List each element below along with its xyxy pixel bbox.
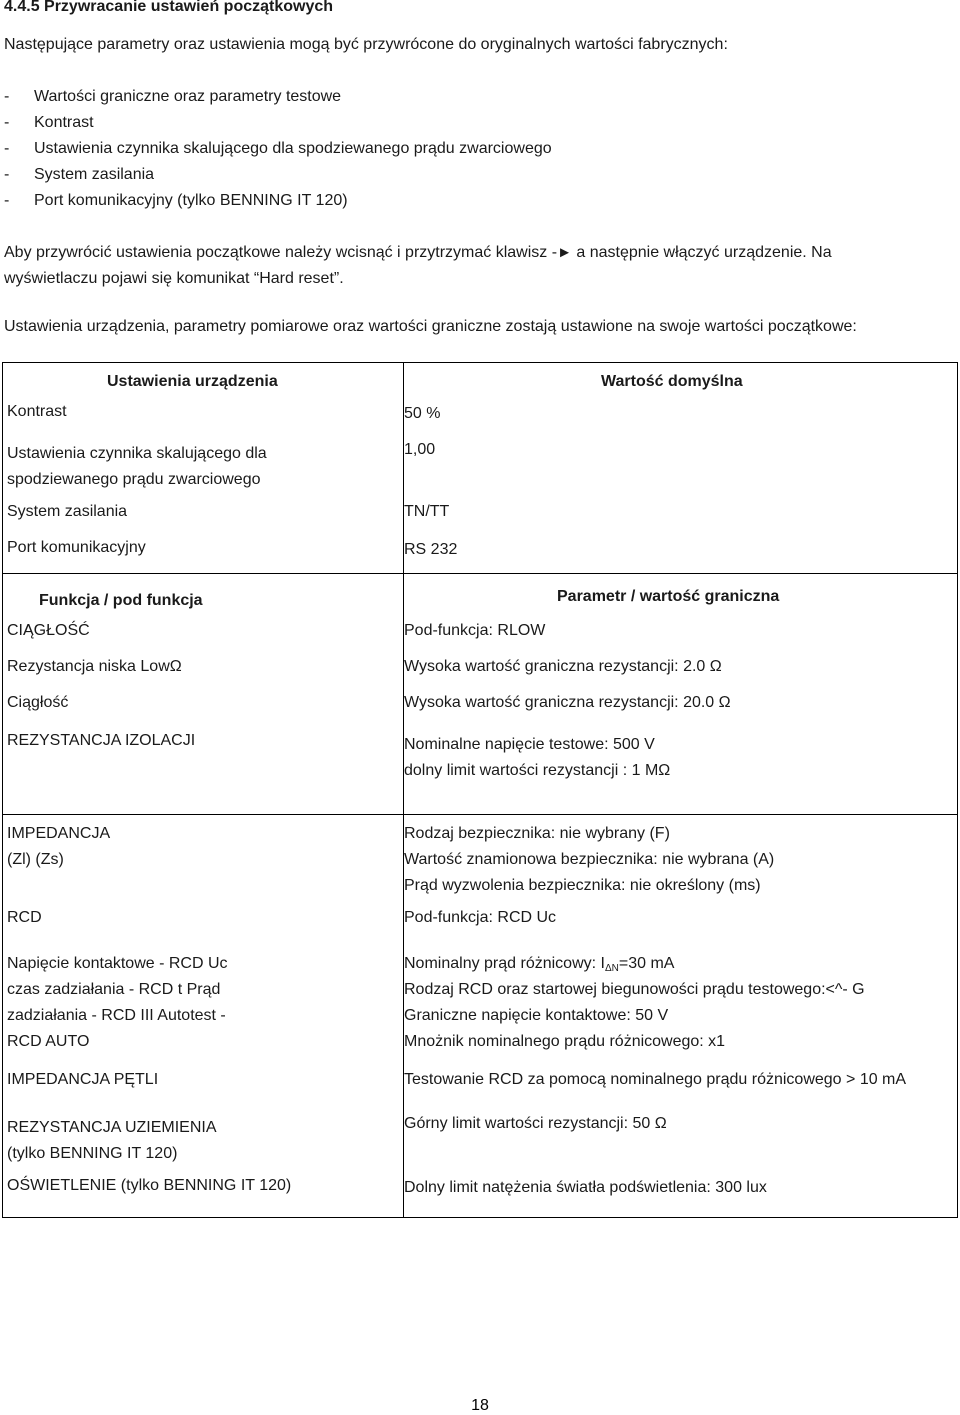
row-label-contact-voltage-1: Napięcie kontaktowe - RCD Uc [7, 955, 228, 972]
row-label-comm-port: Port komunikacyjny [7, 539, 146, 556]
header-device-settings: Ustawienia urządzenia [107, 373, 278, 390]
header-function: Funkcja / pod funkcja [39, 592, 203, 609]
row-label-impedance-2: (Zl) (Zs) [7, 851, 64, 868]
list-item: - Ustawienia czynnika skalującego dla spodziewanego prądu zwarciowego [4, 140, 552, 157]
row-value-power-system: TN/TT [404, 503, 450, 520]
reset-instruction-line2: wyświetlaczu pojawi się komunikat “Hard reset”. [4, 270, 344, 287]
header-default-value: Wartość domyślna [601, 373, 743, 390]
row-value-multiplier: Mnożnik nominalnego prądu różnicowego: x1 [404, 1033, 726, 1050]
row-label-contact-voltage-2: czas zadziałania - RCD t Prąd [7, 981, 221, 998]
function-limits-table [2, 573, 958, 815]
row-value-scaling: 1,00 [404, 441, 436, 458]
row-value-impedance-2: Wartość znamionowa bezpiecznika: nie wybrana (A) [404, 851, 775, 868]
row-value-loop-impedance: Testowanie RCD za pomocą nominalnego prądu różnicowego > 10 mA [404, 1071, 907, 1088]
list-item: - Kontrast [4, 114, 94, 131]
row-value-ciaglosc: Wysoka wartość graniczna rezystancji: 20.0 Ω [404, 694, 731, 711]
row-value-contrast: 50 % [404, 405, 441, 422]
row-value-rcd: Pod-funkcja: RCD Uc [404, 909, 557, 926]
row-label-contrast: Kontrast [7, 403, 67, 420]
row-value-impedance-3: Prąd wyzwolenia bezpiecznika: nie określony (ms) [404, 877, 761, 894]
row-value-insulation-2: dolny limit wartości rezystancji : 1 MΩ [404, 762, 671, 779]
row-label-scaling-1: Ustawienia czynnika skalującego dla [7, 445, 267, 462]
row-label-lighting: OŚWIETLENIE (tylko BENNING IT 120) [7, 1177, 292, 1194]
row-label-insulation: REZYSTANCJA IZOLACJI [7, 732, 196, 749]
row-value-insulation-1: Nominalne napięcie testowe: 500 V [404, 736, 655, 753]
row-value-rcd-type: Rodzaj RCD oraz startowej biegunowości prądu testowego:<^- G [404, 981, 865, 998]
row-label-loop-impedance: IMPEDANCJA PĘTLI [7, 1071, 159, 1088]
table-intro: Ustawienia urządzenia, parametry pomiarowe oraz wartości graniczne zostają ustawione na swoje wartości początkowe: [4, 318, 857, 335]
reset-instruction-line1: Aby przywrócić ustawienia początkowe należy wcisnąć i przytrzymać klawisz -► a następnie włączyć urządzenie. Na [4, 240, 832, 266]
row-label-scaling-2: spodziewanego prądu zwarciowego [7, 471, 261, 488]
list-item: - Wartości graniczne oraz parametry testowe [4, 88, 342, 105]
row-value-continuity: Pod-funkcja: RLOW [404, 622, 546, 639]
section-title: 4.4.5 Przywracanie ustawień początkowych [4, 0, 334, 15]
row-value-impedance-1: Rodzaj bezpiecznika: nie wybrany (F) [404, 825, 670, 842]
row-label-impedance-1: IMPEDANCJA [7, 825, 111, 842]
row-value-contact-limit: Graniczne napięcie kontaktowe: 50 V [404, 1007, 669, 1024]
row-label-continuity: CIĄGŁOŚĆ [7, 622, 90, 639]
row-label-earth-2: (tylko BENNING IT 120) [7, 1145, 178, 1162]
row-value-lighting: Dolny limit natężenia światła podświetlenia: 300 lux [404, 1179, 767, 1196]
row-label-ciaglosc: Ciągłość [7, 694, 69, 711]
row-value-rcd-current: Nominalny prąd różnicowy: $I_{\Delta N}=30$ mA [404, 955, 675, 974]
row-label-low-resistance: Rezystancja niska LowΩ [7, 658, 182, 675]
row-value-low-resistance: Wysoka wartość graniczna rezystancji: 2.0 Ω [404, 658, 722, 675]
device-settings-table [2, 362, 958, 574]
row-label-earth-1: REZYSTANCJA UZIEMIENIA [7, 1119, 217, 1136]
header-parameter-limit: Parametr / wartość graniczna [557, 588, 780, 605]
row-label-contact-voltage-4: RCD AUTO [7, 1033, 90, 1050]
row-label-rcd: RCD [7, 909, 42, 926]
row-label-power-system: System zasilania [7, 503, 128, 520]
list-item: - System zasilania [4, 166, 155, 183]
intro-paragraph: Następujące parametry oraz ustawienia mogą być przywrócone do oryginalnych wartości fabrycznych: [4, 36, 728, 53]
page-number: 18 [471, 1397, 489, 1414]
row-value-comm-port: RS 232 [404, 541, 458, 558]
row-value-earth: Górny limit wartości rezystancji: 50 Ω [404, 1115, 667, 1132]
right-arrow-icon: ► [557, 244, 572, 261]
measurement-limits-table [2, 814, 958, 1218]
row-label-contact-voltage-3: zadziałania - RCD III Autotest - [7, 1007, 226, 1024]
list-item: - Port komunikacyjny (tylko BENNING IT 120) [4, 192, 348, 209]
